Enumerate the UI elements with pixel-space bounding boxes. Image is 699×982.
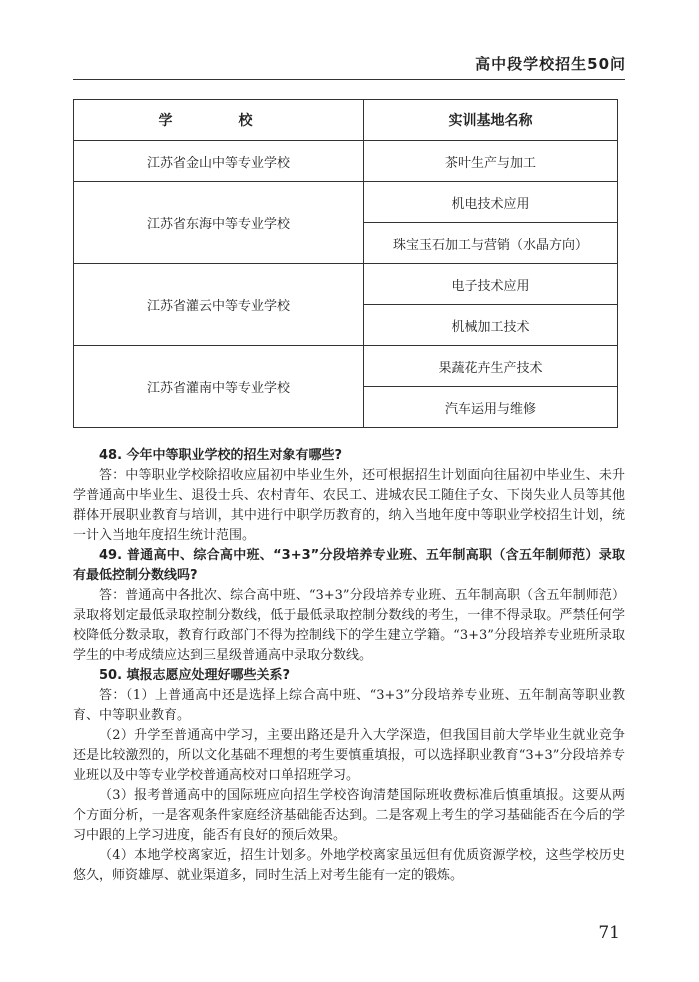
table-row bbox=[74, 346, 618, 387]
table-row bbox=[74, 141, 618, 182]
answer-paragraph: （2）升学至普通高中学习，主要出路还是升入大学深造，但我国目前大学毕业生就业竞争还是比较激烈的，所以文化基础不理想的考生要慎重填报，可以选择职业教育“3+3”分段培养专业班以及中等专业学校普通高校对口单招班学习。 bbox=[73, 728, 625, 783]
answer-paragraph: （4）本地学校离家近，招生计划多。外地学校离家虽远但有优质资源学校，这些学校历史悠久，师资雄厚、就业渠道多，同时生活上对考生能有一定的锻炼。 bbox=[73, 848, 625, 883]
question-heading: 49. 普通高中、综合高中班、“3+3”分段培养专业班、五年制高职（含五年制师范）录取有最低控制分数线吗? bbox=[73, 548, 625, 583]
school-cell: 江苏省灌南中等专业学校 bbox=[74, 346, 364, 428]
table-header-school: 学 校 bbox=[74, 100, 364, 141]
question-heading: 48. 今年中等职业学校的招生对象有哪些? bbox=[99, 448, 343, 463]
base-cell: 机电技术应用 bbox=[364, 182, 618, 223]
table-row bbox=[74, 182, 618, 223]
answer-paragraph: 答：中等职业学校除招收应届初中毕业生外，还可根据招生计划面向往届初中毕业生、未升学普通高中毕业生、退役士兵、农村青年、农民工、进城农民工随住子女、下岗失业人员等其他群体开展职业教育与培训，其中进行中职学历教育的，纳入当地年度中等职业学校招生计划，统一计入当地年度招生统计范围。 bbox=[73, 468, 625, 543]
table-row bbox=[74, 264, 618, 305]
answer-paragraph: 答：普通高中各批次、综合高中班、“3+3”分段培养专业班、五年制高职（含五年制师范）录取将划定最低录取控制分数线，低于最低录取控制分数线的考生，一律不得录取。严禁任何学校降低分数录取，教育行政部门不得为控制线下的学生建立学籍。“3+3”分段培养专业班所录取学生的中考成绩应达到三星级普通高中录取分数线。 bbox=[73, 588, 625, 663]
school-cell: 江苏省东海中等专业学校 bbox=[74, 182, 364, 264]
base-cell: 汽车运用与维修 bbox=[364, 387, 618, 428]
question-heading: 50. 填报志愿应处理好哪些关系? bbox=[99, 668, 291, 683]
base-cell: 果蔬花卉生产技术 bbox=[364, 346, 618, 387]
table-header-row bbox=[74, 100, 618, 141]
answer-paragraph: （3）报考普通高中的国际班应向招生学校咨询清楚国际班收费标准后慎重填报。这要从两个方面分析，一是客观条件家庭经济基础能否达到。二是客观上考生的学习基础能否在今后的学习中跟的上学习进度，能否有良好的预后效果。 bbox=[73, 788, 625, 843]
base-cell: 茶叶生产与加工 bbox=[364, 141, 618, 182]
header-rule bbox=[73, 79, 625, 80]
base-cell: 电子技术应用 bbox=[364, 264, 618, 305]
answer-paragraph: 答：（1）上普通高中还是选择上综合高中班、“3+3”分段培养专业班、五年制高等职业教育、中等职业教育。 bbox=[73, 688, 625, 723]
school-cell: 江苏省金山中等专业学校 bbox=[74, 141, 364, 182]
running-head: 高中段学校招生50问 bbox=[475, 55, 626, 73]
training-base-table bbox=[73, 99, 618, 428]
qa-section bbox=[73, 446, 625, 886]
base-cell: 珠宝玉石加工与营销（水晶方向） bbox=[364, 223, 618, 264]
table-header-base: 实训基地名称 bbox=[364, 100, 618, 141]
page-number: 71 bbox=[598, 923, 620, 943]
base-cell: 机械加工技术 bbox=[364, 305, 618, 346]
school-cell: 江苏省灌云中等专业学校 bbox=[74, 264, 364, 346]
